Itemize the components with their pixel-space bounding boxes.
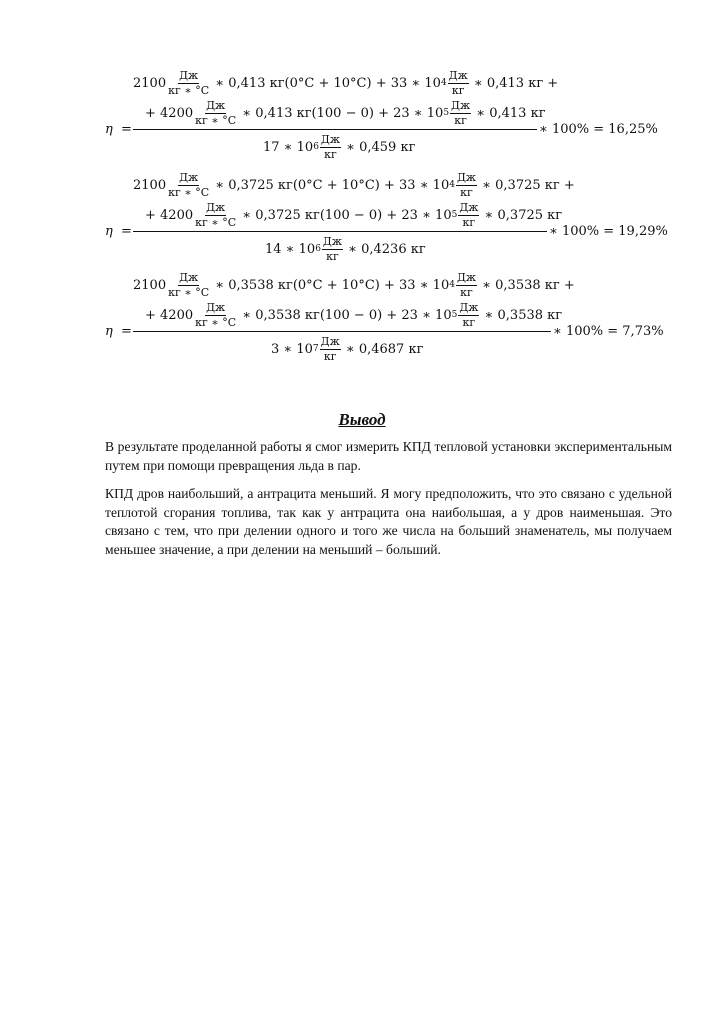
- fraction-bar: [133, 129, 537, 130]
- conclusion-heading: Вывод: [338, 410, 386, 429]
- ice-mass: 0,3538: [228, 277, 274, 293]
- eta-symbol: η: [105, 324, 113, 339]
- efficiency-result: ∗ 100% = 19,29%: [549, 224, 668, 239]
- ice-mass: 0,3725: [228, 177, 274, 193]
- ice-heat-capacity: 2100: [133, 177, 167, 193]
- fraction-bar: [133, 331, 551, 332]
- numerator-line-2: + 4200 $\frac{Дж}{кг ∗ ^\circ С}$ ∗ 0,3538 кг(100 − 0) + 23 ∗ 10 5 $\frac{Дж}{кг}$ ∗ 0,3538 кг: [145, 301, 563, 329]
- fuel-mass: 0,4236: [361, 241, 407, 257]
- ice-heat-capacity: 2100: [133, 277, 167, 293]
- efficiency-equation-3: [105, 272, 685, 362]
- unit-fraction: $\frac{Дж}{кг ∗ ^\circ С}$: [168, 69, 210, 97]
- numerator-line-1: 2100 $\frac{Дж}{кг ∗ ^\circ С}$ ∗ 0,3725 кг(0°С + 10°С) + 33 ∗ 10 4 $\frac{Дж}{кг}$ ∗ 0,3725 кг +: [133, 171, 575, 199]
- denominator: 14 ∗ 10 6 $\frac{Дж}{кг}$ ∗ 0,4236 кг: [265, 235, 426, 263]
- numerator-line-1: 2100 $\frac{Дж}{кг ∗ ^\circ С}$ ∗ 0,413 кг(0°С + 10°С) + 33 ∗ 10 4 $\frac{Дж}{кг}$ ∗ 0,413 кг +: [133, 69, 559, 97]
- conclusion-paragraph-1: В результате проделанной работы я смог измерить КПД тепловой установки экспериментальным путем при помощи превращения льда в пар.: [105, 439, 672, 473]
- efficiency-result: ∗ 100% = 16,25%: [539, 122, 658, 137]
- denominator: 3 ∗ 10 7 $\frac{Дж}{кг}$ ∗ 0,4687 кг: [271, 335, 424, 363]
- equals-sign: =: [121, 324, 132, 339]
- efficiency-result: ∗ 100% = 7,73%: [553, 324, 664, 339]
- equals-sign: =: [121, 224, 132, 239]
- unit-fraction: $\frac{Дж}{кг ∗ ^\circ С}$: [168, 171, 210, 199]
- ice-heat-capacity: 2100: [133, 75, 167, 91]
- numerator-line-1: 2100 $\frac{Дж}{кг ∗ ^\circ С}$ ∗ 0,3538 кг(0°С + 10°С) + 33 ∗ 10 4 $\frac{Дж}{кг}$ ∗ 0,3538 кг +: [133, 271, 575, 299]
- eta-symbol: η: [105, 224, 113, 239]
- efficiency-equation-1: [105, 70, 685, 160]
- eta-symbol: η: [105, 122, 113, 137]
- fuel-mass: 0,4687: [358, 341, 405, 357]
- fuel-mass: 0,459: [359, 139, 397, 155]
- efficiency-equation-2: [105, 172, 685, 262]
- fraction-bar: [133, 231, 547, 232]
- numerator-line-2: + 4200 $\frac{Дж}{кг ∗ ^\circ С}$ ∗ 0,3725 кг(100 − 0) + 23 ∗ 10 5 $\frac{Дж}{кг}$ ∗ 0,3725 кг: [145, 201, 563, 229]
- ice-mass: 0,413: [228, 75, 266, 91]
- conclusion-paragraph-2: КПД дров наибольший, а антрацита меньший. Я могу предположить, что это связано с удельной теплотой сгорания топлива, так как у антрацита она наибольшая, а у дров наименьшая. Это связано с тем, что при делении одного и того же числа на больший знаменатель, мы получаем меньшее значение, а при делении на меньший – больший.: [105, 486, 672, 557]
- numerator-line-2: + 4200 $\frac{Дж}{кг ∗ ^\circ С}$ ∗ 0,413 кг(100 − 0) + 23 ∗ 10 5 $\frac{Дж}{кг}$ ∗ 0,413 кг: [145, 99, 546, 127]
- unit-fraction: $\frac{Дж}{кг ∗ ^\circ С}$: [168, 271, 210, 299]
- denominator: 17 ∗ 10 6 $\frac{Дж}{кг}$ ∗ 0,459 кг: [263, 133, 416, 161]
- equals-sign: =: [121, 122, 132, 137]
